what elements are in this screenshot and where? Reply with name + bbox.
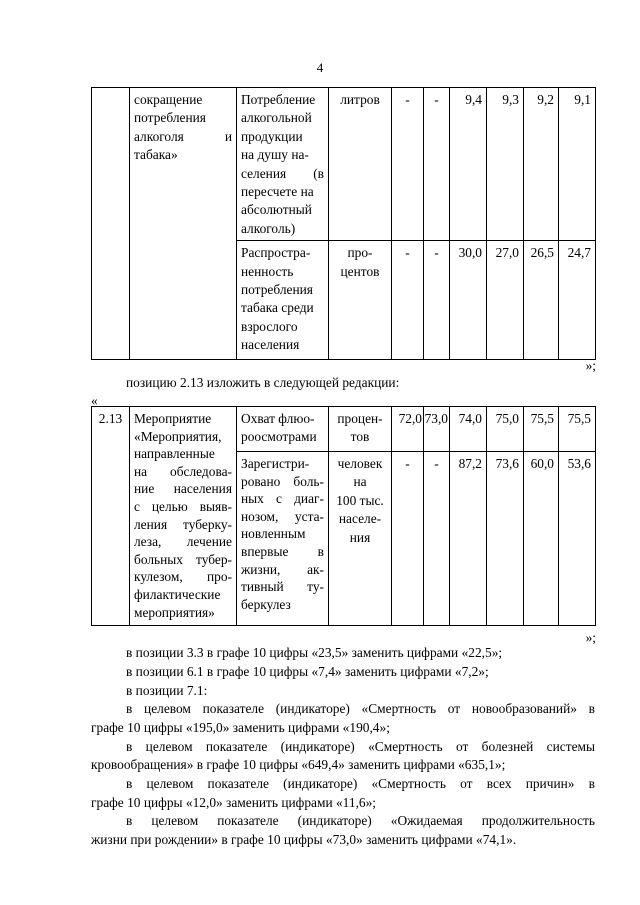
unit-text-display: про- центов bbox=[340, 245, 380, 279]
text-line: кровообращения» в графе 10 цифры «649,4» заменить цифрами «635,1»; bbox=[91, 757, 506, 772]
indicator-cell bbox=[237, 452, 329, 626]
indicator-text-display: Потребление алкогольной продукции на душу на- селения (в пересчете на абсолютный алкоголь) bbox=[241, 92, 324, 236]
amendment-paragraph: в позиции 7.1: bbox=[126, 683, 208, 698]
indicator-text-display: Охват флюо- роосмотрами bbox=[241, 411, 317, 445]
value-cell: 9,2 bbox=[524, 88, 559, 241]
value-cell: 60,0 bbox=[524, 452, 559, 626]
unit-cell: литров bbox=[329, 88, 392, 241]
text-line: в целевом показателе (индикаторе) «Ожидаемая продолжительность bbox=[126, 813, 595, 828]
activity-cell bbox=[130, 88, 237, 360]
value-cell: 9,1 bbox=[559, 88, 596, 241]
value-cell: 53,6 bbox=[559, 452, 596, 626]
value-cell: 73,6 bbox=[487, 452, 524, 626]
amendment-paragraph: в позиции 6.1 в графе 10 цифры «7,4» заменить цифрами «7,2»; bbox=[126, 664, 489, 679]
value-cell: - bbox=[424, 88, 450, 241]
text-line: графе 10 цифры «12,0» заменить цифрами «11,6»; bbox=[91, 795, 377, 810]
value-cell: - bbox=[392, 88, 424, 241]
text-line: в целевом показателе (индикаторе) «Смертность от новообразований» в bbox=[126, 701, 595, 716]
value-cell: - bbox=[392, 241, 424, 360]
unit-cell bbox=[329, 407, 392, 452]
value-cell: 24,7 bbox=[559, 241, 596, 360]
value-cell: 30,0 bbox=[450, 241, 487, 360]
closing-quote: »; bbox=[585, 630, 596, 645]
intro-paragraph: позицию 2.13 изложить в следующей редакции: bbox=[126, 375, 400, 390]
text-line: графе 10 цифры «195,0» заменить цифрами «190,4»; bbox=[91, 720, 390, 735]
value-cell: 75,5 bbox=[524, 407, 559, 452]
value-cell: 75,0 bbox=[487, 407, 524, 452]
value-cell: 72,0 bbox=[392, 407, 424, 452]
indicator-cell bbox=[237, 241, 329, 360]
indicator-text-display: Зарегистри- ровано боль- ных с диаг- нозом, уста- новленным впервые в жизни, ак- тивный ту- беркулез bbox=[241, 456, 324, 612]
indicators-table-213 bbox=[91, 406, 596, 626]
text-line: в целевом показателе (индикаторе) «Смертность от болезней системы bbox=[126, 739, 595, 754]
value-cell: 74,0 bbox=[450, 407, 487, 452]
unit-cell bbox=[329, 452, 392, 626]
unit-cell bbox=[329, 241, 392, 360]
indicator-text-display: Распростра- ненность потребления табака среди взрослого населения bbox=[241, 245, 314, 353]
text-line: в целевом показателе (индикаторе) «Смертность от всех причин» в bbox=[126, 776, 595, 791]
activity-text-display: сокращение потребления алкоголя и табака» bbox=[134, 92, 232, 163]
value-cell: 27,0 bbox=[487, 241, 524, 360]
unit-text-display: человек на 100 тыс. населе- ния bbox=[336, 456, 384, 545]
page-number: 4 bbox=[316, 60, 324, 75]
value-cell: 9,3 bbox=[487, 88, 524, 241]
value-cell: 73,0 bbox=[424, 407, 450, 452]
value-cell: - bbox=[424, 241, 450, 360]
indicators-table-top bbox=[91, 87, 596, 360]
value-cell: 9,4 bbox=[450, 88, 487, 241]
unit-text-display: процен- тов bbox=[337, 411, 383, 445]
row-number-cell: 2.13 bbox=[92, 407, 130, 626]
text-line: жизни при рождении» в графе 10 цифры «73,0» заменить цифрами «74,1». bbox=[91, 832, 517, 847]
row-number-cell bbox=[92, 88, 130, 360]
value-cell: 75,5 bbox=[559, 407, 596, 452]
indicator-cell bbox=[237, 88, 329, 241]
indicator-cell bbox=[237, 407, 329, 452]
value-cell: - bbox=[424, 452, 450, 626]
activity-text-display: Мероприятие «Мероприятия, направленные на обследова- ние населения с целью выяв- ления туберку- леза, лечение больных тубер- кулезом, про- филактические мероприятия» bbox=[134, 411, 232, 620]
value-cell: 87,2 bbox=[450, 452, 487, 626]
value-cell: - bbox=[392, 452, 424, 626]
closing-quote: »; bbox=[585, 358, 596, 373]
value-cell: 26,5 bbox=[524, 241, 559, 360]
activity-cell bbox=[130, 407, 237, 626]
opening-quote: « bbox=[91, 393, 98, 408]
amendment-paragraph: в позиции 3.3 в графе 10 цифры «23,5» заменить цифрами «22,5»; bbox=[126, 645, 503, 660]
